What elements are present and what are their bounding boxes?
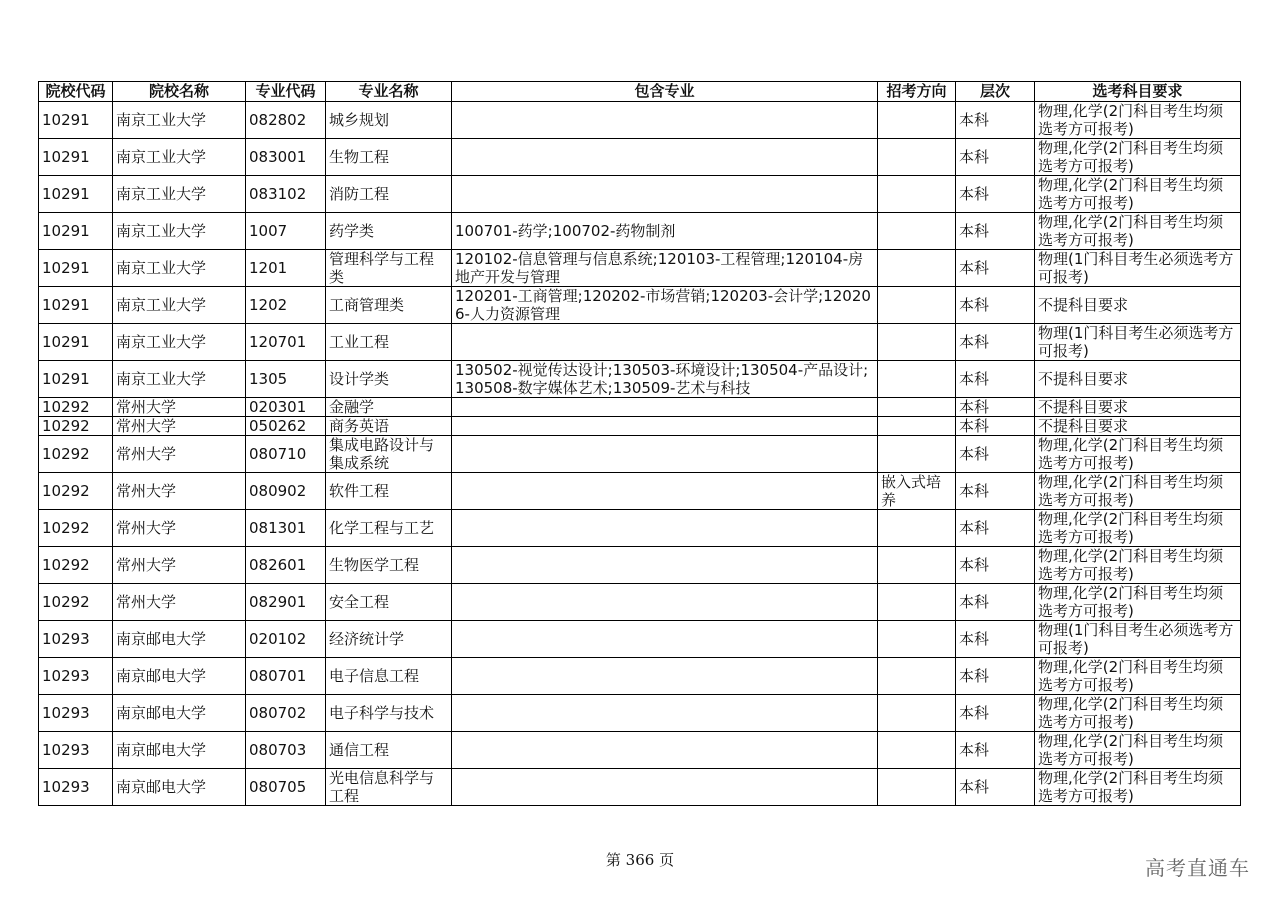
school-code-cell: 10291 [39,361,113,398]
school-name-cell: 常州大学 [113,584,246,621]
level-cell: 本科 [956,398,1035,417]
school-code-cell: 10291 [39,213,113,250]
level-cell: 本科 [956,213,1035,250]
major-code-cell: 080710 [246,436,326,473]
school-code-cell: 10293 [39,769,113,806]
requirement-cell: 物理,化学(2门科目考生均须选考方可报考) [1035,473,1241,510]
major-name-cell: 药学类 [326,213,452,250]
direction-cell [878,287,956,324]
included-majors-cell [452,658,878,695]
requirement-cell: 物理,化学(2门科目考生均须选考方可报考) [1035,695,1241,732]
major-code-cell: 080705 [246,769,326,806]
direction-cell [878,250,956,287]
major-code-cell: 050262 [246,417,326,436]
table-row [39,473,1241,510]
table-body [39,102,1241,806]
level-cell: 本科 [956,769,1035,806]
requirement-cell: 物理,化学(2门科目考生均须选考方可报考) [1035,213,1241,250]
school-name-cell: 常州大学 [113,417,246,436]
level-cell: 本科 [956,287,1035,324]
school-name-cell: 南京工业大学 [113,250,246,287]
table-row [39,695,1241,732]
major-code-cell: 083102 [246,176,326,213]
major-name-cell: 管理科学与工程类 [326,250,452,287]
table-row [39,436,1241,473]
school-code-cell: 10292 [39,547,113,584]
major-name-cell: 生物工程 [326,139,452,176]
table-row [39,732,1241,769]
table-row [39,102,1241,139]
table-row [39,417,1241,436]
school-name-cell: 常州大学 [113,547,246,584]
school-name-cell: 南京工业大学 [113,287,246,324]
level-cell: 本科 [956,732,1035,769]
header-requirement: 选考科目要求 [1035,82,1241,102]
school-name-cell: 南京邮电大学 [113,621,246,658]
included-majors-cell: 130502-视觉传达设计;130503-环境设计;130504-产品设计;130508-数字媒体艺术;130509-艺术与科技 [452,361,878,398]
major-name-cell: 软件工程 [326,473,452,510]
level-cell: 本科 [956,176,1035,213]
included-majors-cell [452,769,878,806]
major-code-cell: 1201 [246,250,326,287]
school-code-cell: 10292 [39,473,113,510]
included-majors-cell [452,621,878,658]
school-name-cell: 南京邮电大学 [113,732,246,769]
major-code-cell: 082601 [246,547,326,584]
included-majors-cell: 100701-药学;100702-药物制剂 [452,213,878,250]
requirement-cell: 物理,化学(2门科目考生均须选考方可报考) [1035,510,1241,547]
included-majors-cell [452,102,878,139]
requirement-cell: 物理,化学(2门科目考生均须选考方可报考) [1035,176,1241,213]
included-majors-cell [452,473,878,510]
requirement-cell: 物理(1门科目考生必须选考方可报考) [1035,250,1241,287]
direction-cell [878,139,956,176]
school-code-cell: 10291 [39,139,113,176]
direction-cell [878,213,956,250]
direction-cell [878,102,956,139]
direction-cell [878,324,956,361]
direction-cell [878,510,956,547]
major-name-cell: 工业工程 [326,324,452,361]
major-name-cell: 化学工程与工艺 [326,510,452,547]
school-code-cell: 10293 [39,695,113,732]
major-name-cell: 商务英语 [326,417,452,436]
major-code-cell: 080902 [246,473,326,510]
table-row [39,398,1241,417]
admission-table [38,81,1241,806]
included-majors-cell [452,398,878,417]
school-name-cell: 常州大学 [113,510,246,547]
header-included-majors: 包含专业 [452,82,878,102]
level-cell: 本科 [956,102,1035,139]
major-name-cell: 消防工程 [326,176,452,213]
requirement-cell: 物理,化学(2门科目考生均须选考方可报考) [1035,658,1241,695]
header-row [39,82,1241,102]
table-row [39,139,1241,176]
major-name-cell: 电子信息工程 [326,658,452,695]
level-cell: 本科 [956,139,1035,176]
school-code-cell: 10291 [39,102,113,139]
level-cell: 本科 [956,547,1035,584]
direction-cell [878,417,956,436]
level-cell: 本科 [956,361,1035,398]
included-majors-cell: 120102-信息管理与信息系统;120103-工程管理;120104-房地产开发与管理 [452,250,878,287]
major-name-cell: 设计学类 [326,361,452,398]
major-code-cell: 080701 [246,658,326,695]
direction-cell [878,436,956,473]
included-majors-cell [452,695,878,732]
included-majors-cell: 120201-工商管理;120202-市场营销;120203-会计学;120206-人力资源管理 [452,287,878,324]
major-name-cell: 光电信息科学与工程 [326,769,452,806]
school-code-cell: 10292 [39,510,113,547]
direction-cell [878,547,956,584]
table-row [39,176,1241,213]
table-row [39,324,1241,361]
school-name-cell: 南京工业大学 [113,102,246,139]
school-name-cell: 南京邮电大学 [113,769,246,806]
watermark-text: 高考直通车 [1145,856,1250,880]
level-cell: 本科 [956,584,1035,621]
table-row [39,658,1241,695]
level-cell: 本科 [956,324,1035,361]
school-code-cell: 10292 [39,584,113,621]
major-code-cell: 080702 [246,695,326,732]
major-name-cell: 集成电路设计与集成系统 [326,436,452,473]
table-row [39,213,1241,250]
major-code-cell: 081301 [246,510,326,547]
major-name-cell: 工商管理类 [326,287,452,324]
level-cell: 本科 [956,695,1035,732]
requirement-cell: 不提科目要求 [1035,361,1241,398]
included-majors-cell [452,547,878,584]
school-code-cell: 10293 [39,621,113,658]
major-name-cell: 金融学 [326,398,452,417]
major-name-cell: 经济统计学 [326,621,452,658]
school-code-cell: 10292 [39,398,113,417]
school-name-cell: 常州大学 [113,398,246,417]
requirement-cell: 不提科目要求 [1035,417,1241,436]
included-majors-cell [452,176,878,213]
page-number: 第 366 页 [605,851,675,869]
included-majors-cell [452,417,878,436]
major-code-cell: 082802 [246,102,326,139]
header-school-code: 院校代码 [39,82,113,102]
requirement-cell: 物理,化学(2门科目考生均须选考方可报考) [1035,547,1241,584]
requirement-cell: 物理,化学(2门科目考生均须选考方可报考) [1035,769,1241,806]
requirement-cell: 物理(1门科目考生必须选考方可报考) [1035,324,1241,361]
table-row [39,621,1241,658]
table-row [39,287,1241,324]
direction-cell [878,361,956,398]
direction-cell [878,769,956,806]
school-code-cell: 10293 [39,732,113,769]
included-majors-cell [452,510,878,547]
major-code-cell: 080703 [246,732,326,769]
school-name-cell: 南京邮电大学 [113,695,246,732]
school-code-cell: 10292 [39,417,113,436]
table-row [39,250,1241,287]
level-cell: 本科 [956,473,1035,510]
major-code-cell: 083001 [246,139,326,176]
school-code-cell: 10291 [39,324,113,361]
major-code-cell: 082901 [246,584,326,621]
requirement-cell: 物理,化学(2门科目考生均须选考方可报考) [1035,102,1241,139]
school-code-cell: 10292 [39,436,113,473]
direction-cell [878,658,956,695]
direction-cell [878,621,956,658]
school-name-cell: 南京工业大学 [113,176,246,213]
direction-cell [878,695,956,732]
major-name-cell: 生物医学工程 [326,547,452,584]
direction-cell [878,398,956,417]
table-row [39,361,1241,398]
major-name-cell: 通信工程 [326,732,452,769]
major-name-cell: 安全工程 [326,584,452,621]
header-direction: 招考方向 [878,82,956,102]
requirement-cell: 物理(1门科目考生必须选考方可报考) [1035,621,1241,658]
level-cell: 本科 [956,658,1035,695]
school-name-cell: 南京工业大学 [113,361,246,398]
school-code-cell: 10293 [39,658,113,695]
major-code-cell: 1007 [246,213,326,250]
school-code-cell: 10291 [39,287,113,324]
requirement-cell: 物理,化学(2门科目考生均须选考方可报考) [1035,732,1241,769]
school-name-cell: 南京邮电大学 [113,658,246,695]
major-code-cell: 020301 [246,398,326,417]
school-name-cell: 南京工业大学 [113,324,246,361]
requirement-cell: 物理,化学(2门科目考生均须选考方可报考) [1035,436,1241,473]
school-name-cell: 南京工业大学 [113,139,246,176]
table-row [39,510,1241,547]
direction-cell [878,584,956,621]
header-level: 层次 [956,82,1035,102]
school-code-cell: 10291 [39,176,113,213]
level-cell: 本科 [956,250,1035,287]
level-cell: 本科 [956,417,1035,436]
direction-cell [878,732,956,769]
header-school-name: 院校名称 [113,82,246,102]
requirement-cell: 物理,化学(2门科目考生均须选考方可报考) [1035,584,1241,621]
table-row [39,547,1241,584]
header-major-name: 专业名称 [326,82,452,102]
major-name-cell: 城乡规划 [326,102,452,139]
major-name-cell: 电子科学与技术 [326,695,452,732]
level-cell: 本科 [956,436,1035,473]
table-row [39,584,1241,621]
included-majors-cell [452,324,878,361]
major-code-cell: 1305 [246,361,326,398]
level-cell: 本科 [956,621,1035,658]
included-majors-cell [452,732,878,769]
included-majors-cell [452,584,878,621]
major-code-cell: 1202 [246,287,326,324]
major-code-cell: 120701 [246,324,326,361]
school-name-cell: 南京工业大学 [113,213,246,250]
requirement-cell: 物理,化学(2门科目考生均须选考方可报考) [1035,139,1241,176]
school-code-cell: 10291 [39,250,113,287]
direction-cell: 嵌入式培养 [878,473,956,510]
school-name-cell: 常州大学 [113,436,246,473]
header-major-code: 专业代码 [246,82,326,102]
table-row [39,769,1241,806]
level-cell: 本科 [956,510,1035,547]
school-name-cell: 常州大学 [113,473,246,510]
requirement-cell: 不提科目要求 [1035,287,1241,324]
direction-cell [878,176,956,213]
requirement-cell: 不提科目要求 [1035,398,1241,417]
major-code-cell: 020102 [246,621,326,658]
included-majors-cell [452,436,878,473]
included-majors-cell [452,139,878,176]
